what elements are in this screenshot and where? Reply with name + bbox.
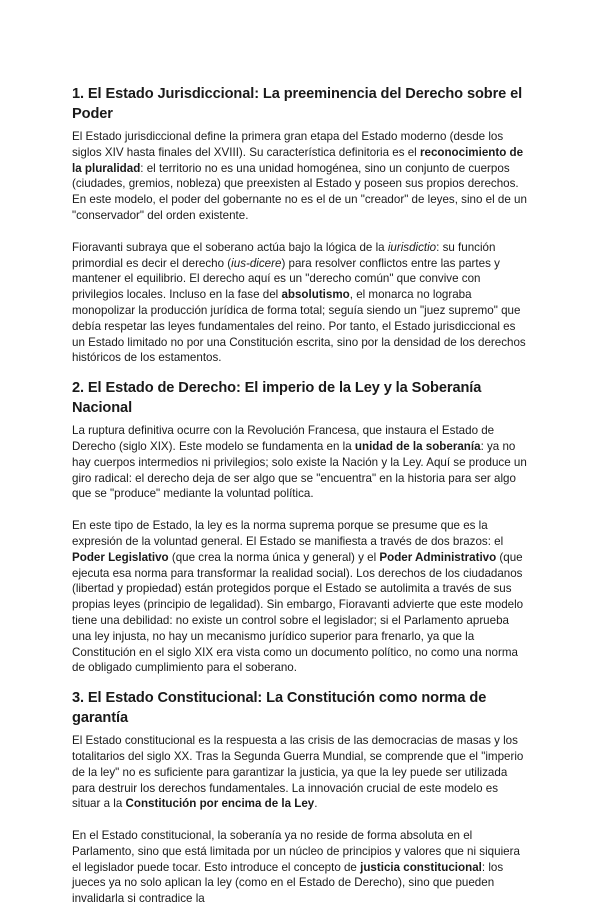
section-3-paragraph-2: [72, 828, 528, 907]
text-run: La ruptura definitiva ocurre con la Revolución Francesa, que instaura el Estado de Derecho (siglo XIX). Este modelo se fundamenta en la: [72, 424, 495, 453]
text-run: El Estado jurisdiccional define la primera gran etapa del Estado moderno (desde los siglos XIV hasta finales del XVIII). Su característica definitoria es el: [72, 130, 504, 159]
section-1-heading: 1. El Estado Jurisdiccional: La preeminencia del Derecho sobre el Poder: [72, 86, 523, 122]
bold-term: Constitución por encima de la Ley: [125, 797, 315, 811]
text-run: Fioravanti subraya que el soberano actúa bajo la lógica de la: [72, 240, 388, 254]
text-run: (que crea la norma única y general) y el: [168, 550, 380, 564]
text-run: .: [314, 797, 318, 811]
section-3-heading: 3. El Estado Constitucional: La Constitución como norma de garantía: [72, 690, 487, 727]
section-1-paragraph-2: [72, 240, 528, 366]
text-run: : el territorio no es una unidad homogénea, sino un conjunto de cuerpos (ciudades, gremios, nobleza) que preexisten al Estado y poseen sus propios derechos. En este modelo, el poder del gobernante no es el de un "creador" de leyes, sino el de un "conservador" del orden existente.: [72, 161, 527, 222]
section-2-paragraph-1: [72, 423, 528, 502]
bold-term: Poder Legislativo: [72, 550, 169, 564]
bold-term: justicia constitucional: [360, 860, 482, 874]
text-run: El Estado constitucional es la respuesta a las crisis de las democracias de masas y los totalitarios del siglo XX. Tras la Segunda Guerra Mundial, se comprende que el "imperio de la ley" no es suficiente para garantizar la justicia, ya que la ley puede ser utilizada para destruir los derechos fundamentales. La innovación crucial de este modelo es situar a la: [72, 734, 524, 811]
text-run: : su función primordial es decir el derecho (: [72, 240, 496, 270]
section-3-paragraph-1: [72, 733, 528, 812]
section-1-paragraph-1: [72, 129, 528, 224]
bold-term: reconocimiento de la pluralidad: [72, 145, 524, 175]
text-run: En el Estado constitucional, la soberanía ya no reside de forma absoluta en el Parlamento, sino que está limitada por un núcleo de principios y valores que ni siquiera el legislador puede tocar. Esto introduce el concepto de: [72, 829, 520, 874]
bold-term: unidad de la soberanía: [354, 439, 481, 453]
bold-term: absolutismo: [281, 288, 350, 302]
text-run: : ya no hay cuerpos intermedios ni privilegios; solo existe la Nación y la Ley. Aquí se produce un giro radical: el derecho deja de ser algo que se "encuentra" en la historia para ser algo que se "produce" mediante la voluntad política.: [72, 439, 527, 501]
text-run: (que ejecuta esa norma para transformar la realidad social). Los derechos de los ciudadanos (libertad y propiedad) están protegidos porque el Estado se autolimita a través de sus propias leyes (principio de legalidad). Sin embargo, Fioravanti advierte que este modelo tiene una debilidad: no existe un control sobre el legislador; si el Parlamento aprueba una ley injusta, no hay un mecanismo jurídico superior para frenarlo, ya que la Constitución en el siglo XIX era vista como un documento político, no como una norma de obligado cumplimiento para el soberano.: [72, 550, 524, 675]
text-run: ) para resolver conflictos entre las partes y mantener el equilibrio. El derecho aquí es un "derecho común" que convive con privilegios locales. Incluso en la fase del: [72, 256, 500, 302]
italic-term: iurisdictio: [387, 240, 437, 254]
bold-term: Poder Administrativo: [379, 550, 497, 564]
italic-term: ius-dicere: [231, 256, 282, 270]
text-run: : los jueces ya no solo aplican la ley (como en el Estado de Derecho), sino que pueden invalidarla si contradice la: [72, 860, 504, 906]
text-run: , el monarca no lograba monopolizar la producción jurídica de forma total; seguía siendo un "juez supremo" que debía respetar las leyes fundamentales del reino. Por tanto, el Estado jurisdiccional es un Estado limitado no por una Constitución escrita, sino por la densidad de los derechos históricos de los estamentos.: [72, 288, 526, 365]
section-2-heading: 2. El Estado de Derecho: El imperio de la Ley y la Soberanía Nacional: [72, 380, 482, 417]
text-run: En este tipo de Estado, la ley es la norma suprema porque se presume que es la expresión de la voluntad general. El Estado se manifiesta a través de dos brazos: el: [72, 519, 504, 548]
section-2-paragraph-2: [72, 518, 528, 676]
